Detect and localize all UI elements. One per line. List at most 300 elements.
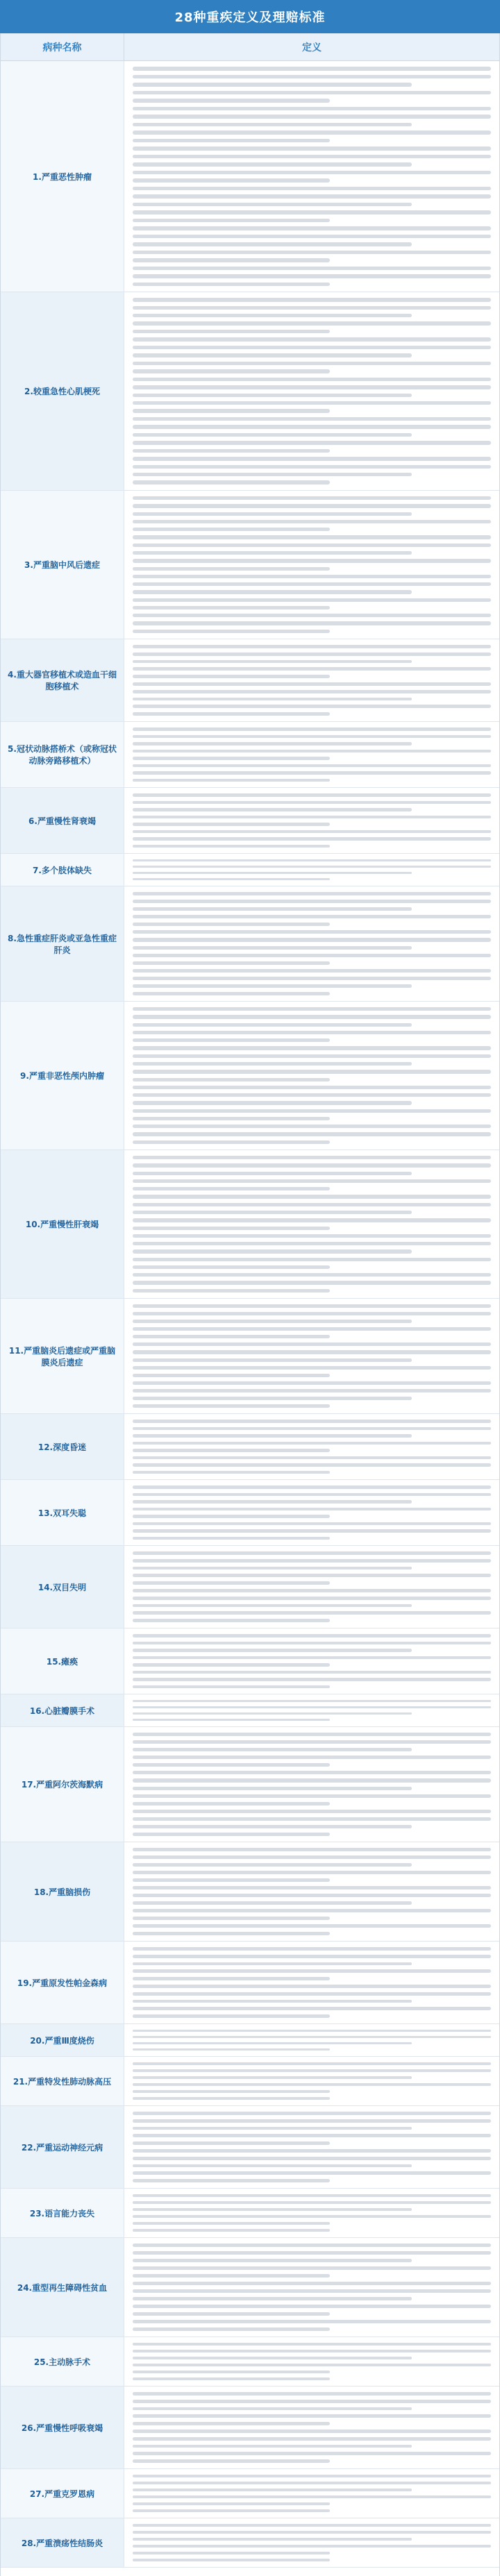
text-line-placeholder bbox=[133, 75, 491, 79]
text-line-placeholder bbox=[133, 520, 491, 523]
text-line-placeholder bbox=[133, 1969, 491, 1973]
text-line-placeholder bbox=[133, 1515, 330, 1518]
text-line-placeholder bbox=[133, 346, 491, 349]
text-line-placeholder bbox=[133, 544, 491, 547]
text-line-placeholder bbox=[133, 139, 330, 143]
text-line-placeholder bbox=[133, 235, 491, 239]
text-line-placeholder bbox=[133, 667, 491, 671]
page-title: 28种重疾定义及理赔标准 bbox=[0, 0, 500, 33]
text-line-placeholder bbox=[133, 1374, 330, 1377]
text-line-placeholder bbox=[133, 954, 491, 957]
text-line-placeholder bbox=[133, 1574, 491, 1577]
text-line-placeholder bbox=[133, 2062, 491, 2065]
text-line-placeholder bbox=[133, 915, 491, 918]
text-line-placeholder bbox=[133, 1366, 491, 1370]
definition-text bbox=[124, 1694, 499, 1726]
text-line-placeholder bbox=[133, 1342, 491, 1346]
disease-name: 23.语言能力丧失 bbox=[1, 2189, 124, 2237]
text-line-placeholder bbox=[133, 712, 330, 716]
text-line-placeholder bbox=[133, 630, 330, 633]
table-row bbox=[1, 1414, 499, 1480]
table-row bbox=[1, 2518, 499, 2568]
text-line-placeholder bbox=[133, 705, 491, 708]
text-line-placeholder bbox=[133, 1397, 412, 1400]
text-line-placeholder bbox=[133, 653, 491, 656]
definition-text bbox=[124, 1150, 499, 1298]
text-line-placeholder bbox=[133, 2371, 330, 2373]
table-row bbox=[1, 2238, 499, 2337]
text-line-placeholder bbox=[133, 1917, 330, 1920]
text-line-placeholder bbox=[133, 378, 491, 381]
text-line-placeholder bbox=[133, 2201, 491, 2204]
disease-name: 10.严重慢性肝衰竭 bbox=[1, 1150, 124, 1298]
text-line-placeholder bbox=[133, 1335, 330, 1338]
text-line-placeholder bbox=[133, 598, 491, 602]
text-line-placeholder bbox=[133, 1529, 491, 1533]
text-line-placeholder bbox=[133, 1833, 330, 1836]
text-line-placeholder bbox=[133, 1924, 491, 1928]
text-line-placeholder bbox=[133, 1172, 412, 1175]
text-line-placeholder bbox=[133, 194, 491, 199]
disease-name: 7.多个肢体缺失 bbox=[1, 854, 124, 886]
text-line-placeholder bbox=[133, 845, 330, 848]
table-row bbox=[1, 1842, 499, 1942]
text-line-placeholder bbox=[133, 1218, 491, 1222]
text-line-placeholder bbox=[133, 801, 491, 805]
text-line-placeholder bbox=[133, 1619, 330, 1622]
text-line-placeholder bbox=[133, 512, 412, 516]
text-line-placeholder bbox=[133, 2097, 330, 2100]
text-line-placeholder bbox=[133, 1825, 412, 1828]
text-line-placeholder bbox=[133, 1434, 412, 1438]
text-line-placeholder bbox=[133, 298, 491, 301]
table-row bbox=[1, 1150, 499, 1299]
text-line-placeholder bbox=[133, 961, 330, 965]
disease-name: 25.主动脉手术 bbox=[1, 2337, 124, 2386]
text-line-placeholder bbox=[133, 2229, 330, 2232]
text-line-placeholder bbox=[133, 2000, 412, 2003]
text-line-placeholder bbox=[133, 1962, 412, 1966]
text-line-placeholder bbox=[133, 2305, 491, 2308]
text-line-placeholder bbox=[133, 1031, 491, 1034]
text-line-placeholder bbox=[133, 306, 491, 310]
text-line-placeholder bbox=[133, 2414, 491, 2418]
text-line-placeholder bbox=[133, 2141, 330, 2145]
text-line-placeholder bbox=[133, 830, 491, 834]
text-line-placeholder bbox=[133, 480, 330, 484]
text-line-placeholder bbox=[133, 1611, 491, 1615]
text-line-placeholder bbox=[133, 1086, 491, 1089]
text-line-placeholder bbox=[133, 1227, 330, 1230]
text-line-placeholder bbox=[133, 123, 412, 127]
text-line-placeholder bbox=[133, 1733, 491, 1736]
text-line-placeholder bbox=[133, 1101, 412, 1104]
table-row bbox=[1, 491, 499, 639]
text-line-placeholder bbox=[133, 2437, 491, 2441]
text-line-placeholder bbox=[133, 2459, 330, 2463]
definition-text bbox=[124, 2189, 499, 2237]
text-line-placeholder bbox=[133, 425, 491, 428]
text-line-placeholder bbox=[133, 1273, 491, 1277]
text-line-placeholder bbox=[133, 2343, 491, 2346]
text-line-placeholder bbox=[133, 1070, 491, 1073]
text-line-placeholder bbox=[133, 1671, 491, 1674]
text-line-placeholder bbox=[133, 2076, 412, 2079]
text-line-placeholder bbox=[133, 314, 412, 317]
text-line-placeholder bbox=[133, 107, 491, 111]
text-line-placeholder bbox=[133, 203, 412, 207]
text-line-placeholder bbox=[133, 1778, 491, 1782]
text-line-placeholder bbox=[133, 2127, 412, 2130]
text-line-placeholder bbox=[133, 2400, 491, 2403]
disease-name: 24.重型再生障碍性贫血 bbox=[1, 2238, 124, 2337]
text-line-placeholder bbox=[133, 1242, 491, 1245]
disease-name: 22.严重运动神经元病 bbox=[1, 2106, 124, 2188]
table-row bbox=[1, 1002, 499, 1150]
text-line-placeholder bbox=[133, 1420, 491, 1423]
text-line-placeholder bbox=[133, 1493, 491, 1497]
disease-name: 1.严重恶性肿瘤 bbox=[1, 61, 124, 292]
text-line-placeholder bbox=[133, 1706, 491, 1708]
text-line-placeholder bbox=[133, 1719, 330, 1721]
text-line-placeholder bbox=[133, 504, 491, 507]
text-line-placeholder bbox=[133, 2194, 491, 2197]
definition-text bbox=[124, 2024, 499, 2056]
table-row bbox=[1, 1480, 499, 1546]
text-line-placeholder bbox=[133, 1078, 330, 1081]
text-line-placeholder bbox=[133, 823, 330, 826]
text-line-placeholder bbox=[133, 567, 330, 571]
text-line-placeholder bbox=[133, 969, 491, 973]
text-line-placeholder bbox=[133, 2215, 491, 2218]
header-disease-name: 病种名称 bbox=[1, 33, 124, 60]
text-line-placeholder bbox=[133, 1794, 491, 1798]
text-line-placeholder bbox=[133, 115, 491, 119]
disease-table bbox=[0, 33, 500, 2576]
table-row bbox=[1, 2189, 499, 2238]
table-row bbox=[1, 1546, 499, 1628]
text-line-placeholder bbox=[133, 1320, 412, 1323]
text-line-placeholder bbox=[133, 1771, 491, 1774]
text-line-placeholder bbox=[133, 1894, 491, 1897]
text-line-placeholder bbox=[133, 2083, 491, 2086]
text-line-placeholder bbox=[133, 1249, 412, 1253]
text-line-placeholder bbox=[133, 330, 330, 333]
text-line-placeholder bbox=[133, 645, 491, 648]
disease-name: 26.严重慢性呼吸衰竭 bbox=[1, 2386, 124, 2468]
disease-name: 5.冠状动脉搭桥术（或称冠状动脉旁路移植术） bbox=[1, 722, 124, 787]
text-line-placeholder bbox=[133, 2222, 330, 2225]
definition-text bbox=[124, 886, 499, 1001]
text-line-placeholder bbox=[133, 2407, 412, 2411]
text-line-placeholder bbox=[133, 1678, 491, 1681]
text-line-placeholder bbox=[133, 394, 412, 397]
disease-name: 28.严重溃疡性结肠炎 bbox=[1, 2518, 124, 2567]
text-line-placeholder bbox=[133, 1855, 491, 1859]
text-line-placeholder bbox=[133, 2149, 491, 2153]
text-line-placeholder bbox=[133, 764, 491, 768]
text-line-placeholder bbox=[133, 1327, 491, 1331]
table-row bbox=[1, 886, 499, 1002]
text-line-placeholder bbox=[133, 1508, 491, 1511]
text-line-placeholder bbox=[133, 1901, 412, 1905]
text-line-placeholder bbox=[133, 1304, 491, 1308]
text-line-placeholder bbox=[133, 2524, 491, 2527]
text-line-placeholder bbox=[133, 779, 330, 782]
text-line-placeholder bbox=[133, 2422, 330, 2425]
text-line-placeholder bbox=[133, 1140, 330, 1144]
text-line-placeholder bbox=[133, 900, 491, 903]
table-row bbox=[1, 788, 499, 854]
text-line-placeholder bbox=[133, 1203, 491, 1206]
text-line-placeholder bbox=[133, 2007, 491, 2010]
text-line-placeholder bbox=[133, 1281, 491, 1284]
text-line-placeholder bbox=[133, 1810, 491, 1813]
text-line-placeholder bbox=[133, 1163, 491, 1167]
text-line-placeholder bbox=[133, 698, 412, 701]
text-line-placeholder bbox=[133, 1312, 491, 1315]
text-line-placeholder bbox=[133, 1787, 412, 1790]
text-line-placeholder bbox=[133, 977, 491, 980]
disease-name: 15.瘫痪 bbox=[1, 1628, 124, 1694]
text-line-placeholder bbox=[133, 535, 491, 539]
text-line-placeholder bbox=[133, 1886, 491, 1889]
text-line-placeholder bbox=[133, 2251, 491, 2255]
definition-text bbox=[124, 788, 499, 853]
text-line-placeholder bbox=[133, 757, 330, 760]
text-line-placeholder bbox=[133, 816, 491, 819]
text-line-placeholder bbox=[133, 1062, 412, 1066]
disease-name: 18.严重脑损伤 bbox=[1, 1842, 124, 1941]
text-line-placeholder bbox=[133, 727, 491, 731]
text-line-placeholder bbox=[133, 321, 491, 325]
text-line-placeholder bbox=[133, 1642, 491, 1645]
text-line-placeholder bbox=[133, 878, 330, 880]
text-line-placeholder bbox=[133, 369, 330, 373]
text-line-placeholder bbox=[133, 1597, 491, 1600]
text-line-placeholder bbox=[133, 892, 491, 895]
text-line-placeholder bbox=[133, 2392, 491, 2396]
text-line-placeholder bbox=[133, 1038, 330, 1042]
disease-name: 11.严重脑炎后遗症或严重脑膜炎后遗症 bbox=[1, 1299, 124, 1413]
text-line-placeholder bbox=[133, 2509, 330, 2512]
table-row bbox=[1, 1727, 499, 1842]
definition-text bbox=[124, 2386, 499, 2468]
text-line-placeholder bbox=[133, 2320, 491, 2323]
text-line-placeholder bbox=[133, 1649, 412, 1652]
text-line-placeholder bbox=[133, 1551, 491, 1555]
text-line-placeholder bbox=[133, 2112, 491, 2115]
text-line-placeholder bbox=[133, 2350, 491, 2352]
text-line-placeholder bbox=[133, 1289, 330, 1293]
text-line-placeholder bbox=[133, 2559, 330, 2561]
text-line-placeholder bbox=[133, 2048, 330, 2051]
text-line-placeholder bbox=[133, 1955, 491, 1958]
table-row bbox=[1, 722, 499, 788]
text-line-placeholder bbox=[133, 267, 491, 271]
disease-name: 21.严重特发性肺动脉高压 bbox=[1, 2057, 124, 2105]
text-line-placeholder bbox=[133, 675, 330, 678]
definition-text bbox=[124, 491, 499, 639]
text-line-placeholder bbox=[133, 1712, 412, 1715]
text-line-placeholder bbox=[133, 162, 412, 167]
text-line-placeholder bbox=[133, 2119, 491, 2123]
text-line-placeholder bbox=[133, 2042, 412, 2044]
text-line-placeholder bbox=[133, 2452, 491, 2455]
text-line-placeholder bbox=[133, 1522, 491, 1526]
text-line-placeholder bbox=[133, 2482, 491, 2484]
text-line-placeholder bbox=[133, 1909, 491, 1912]
text-line-placeholder bbox=[133, 457, 491, 460]
text-line-placeholder bbox=[133, 385, 491, 389]
text-line-placeholder bbox=[133, 793, 491, 797]
definition-text bbox=[124, 2106, 499, 2188]
text-line-placeholder bbox=[133, 2208, 412, 2211]
text-line-placeholder bbox=[133, 1985, 491, 1988]
text-line-placeholder bbox=[133, 226, 491, 230]
text-line-placeholder bbox=[133, 146, 491, 151]
definition-text bbox=[124, 2518, 499, 2567]
disease-name: 20.严重Ⅲ度烧伤 bbox=[1, 2024, 124, 2056]
table-row bbox=[1, 2057, 499, 2106]
text-line-placeholder bbox=[133, 1132, 491, 1136]
text-line-placeholder bbox=[133, 1449, 330, 1452]
text-line-placeholder bbox=[133, 433, 412, 437]
text-line-placeholder bbox=[133, 2244, 491, 2247]
definition-text bbox=[124, 1546, 499, 1628]
text-line-placeholder bbox=[133, 1054, 491, 1058]
text-line-placeholder bbox=[133, 1656, 491, 1660]
table-row bbox=[1, 1942, 499, 2024]
text-line-placeholder bbox=[133, 1404, 330, 1408]
text-line-placeholder bbox=[133, 155, 491, 159]
text-line-placeholder bbox=[133, 2327, 330, 2331]
text-line-placeholder bbox=[133, 2364, 491, 2366]
text-line-placeholder bbox=[133, 1381, 491, 1385]
text-line-placeholder bbox=[133, 621, 491, 625]
text-line-placeholder bbox=[133, 1211, 412, 1214]
text-line-placeholder bbox=[133, 2259, 412, 2262]
text-line-placeholder bbox=[133, 2030, 491, 2032]
text-line-placeholder bbox=[133, 1179, 491, 1183]
text-line-placeholder bbox=[133, 1537, 330, 1540]
disease-name: 16.心脏瓣膜手术 bbox=[1, 1694, 124, 1726]
disease-name: 27.严重克罗恩病 bbox=[1, 2469, 124, 2518]
text-line-placeholder bbox=[133, 2489, 412, 2491]
text-line-placeholder bbox=[133, 409, 330, 412]
disease-name: 8.急性重症肝炎或亚急性重症肝炎 bbox=[1, 886, 124, 1001]
text-line-placeholder bbox=[133, 682, 491, 686]
text-line-placeholder bbox=[133, 551, 412, 555]
text-line-placeholder bbox=[133, 219, 330, 223]
text-line-placeholder bbox=[133, 1700, 491, 1702]
text-line-placeholder bbox=[133, 1117, 330, 1120]
text-line-placeholder bbox=[133, 1863, 412, 1867]
disease-name: 2.较重急性心肌梗死 bbox=[1, 292, 124, 490]
text-line-placeholder bbox=[133, 742, 412, 746]
text-line-placeholder bbox=[133, 1427, 491, 1431]
text-line-placeholder bbox=[133, 559, 491, 562]
text-line-placeholder bbox=[133, 938, 491, 941]
text-line-placeholder bbox=[133, 251, 491, 255]
table-row bbox=[1, 2337, 499, 2386]
text-line-placeholder bbox=[133, 2531, 491, 2534]
table-row bbox=[1, 854, 499, 886]
table-row bbox=[1, 639, 499, 722]
disease-name: 13.双耳失聪 bbox=[1, 1480, 124, 1545]
text-line-placeholder bbox=[133, 1485, 491, 1489]
text-line-placeholder bbox=[133, 496, 491, 500]
text-line-placeholder bbox=[133, 1187, 330, 1190]
text-line-placeholder bbox=[133, 417, 491, 421]
text-line-placeholder bbox=[133, 258, 330, 262]
text-line-placeholder bbox=[133, 2495, 491, 2498]
header-definition: 定义 bbox=[302, 42, 322, 53]
text-line-placeholder bbox=[133, 1567, 412, 1570]
disease-name: 17.严重阿尔茨海默病 bbox=[1, 1727, 124, 1842]
table-row bbox=[1, 1694, 499, 1727]
text-line-placeholder bbox=[133, 187, 491, 191]
text-line-placeholder bbox=[133, 1756, 491, 1759]
text-line-placeholder bbox=[133, 1559, 491, 1563]
definition-text bbox=[124, 2337, 499, 2386]
text-line-placeholder bbox=[133, 2377, 330, 2380]
text-line-placeholder bbox=[133, 2430, 491, 2433]
definition-text bbox=[124, 639, 499, 721]
table-row bbox=[1, 61, 499, 292]
text-line-placeholder bbox=[133, 2289, 491, 2293]
text-line-placeholder bbox=[133, 1589, 491, 1592]
text-line-placeholder bbox=[133, 2445, 412, 2448]
text-line-placeholder bbox=[133, 1878, 330, 1882]
text-line-placeholder bbox=[133, 473, 412, 476]
text-line-placeholder bbox=[133, 2297, 412, 2300]
text-line-placeholder bbox=[133, 67, 491, 71]
text-line-placeholder bbox=[133, 859, 491, 861]
text-line-placeholder bbox=[133, 1442, 491, 1445]
text-line-placeholder bbox=[133, 2069, 491, 2072]
definition-text bbox=[124, 2469, 499, 2518]
text-line-placeholder bbox=[133, 465, 491, 469]
definition-text bbox=[124, 1299, 499, 1413]
text-line-placeholder bbox=[133, 1604, 412, 1608]
text-line-placeholder bbox=[133, 2282, 491, 2285]
text-line-placeholder bbox=[133, 1500, 412, 1504]
text-line-placeholder bbox=[133, 401, 491, 405]
text-line-placeholder bbox=[133, 2266, 491, 2270]
text-line-placeholder bbox=[133, 771, 491, 775]
disease-name: 14.双目失明 bbox=[1, 1546, 124, 1628]
disease-name: 4.重大器官移植术或造血干细胞移植术 bbox=[1, 639, 124, 721]
text-line-placeholder bbox=[133, 660, 412, 664]
disease-name: 3.严重脑中风后遗症 bbox=[1, 491, 124, 639]
text-line-placeholder bbox=[133, 1740, 491, 1744]
text-line-placeholder bbox=[133, 178, 330, 183]
definition-text bbox=[124, 2057, 499, 2105]
text-line-placeholder bbox=[133, 337, 491, 341]
text-line-placeholder bbox=[133, 2090, 330, 2093]
text-line-placeholder bbox=[133, 2014, 330, 2018]
text-line-placeholder bbox=[133, 1195, 491, 1198]
disease-name: 12.深度昏迷 bbox=[1, 1414, 124, 1479]
text-line-placeholder bbox=[133, 1046, 491, 1050]
text-line-placeholder bbox=[133, 1932, 330, 1935]
text-line-placeholder bbox=[133, 1109, 491, 1113]
text-line-placeholder bbox=[133, 907, 412, 911]
text-line-placeholder bbox=[133, 1125, 491, 1128]
text-line-placeholder bbox=[133, 2134, 491, 2137]
text-line-placeholder bbox=[133, 1802, 330, 1805]
